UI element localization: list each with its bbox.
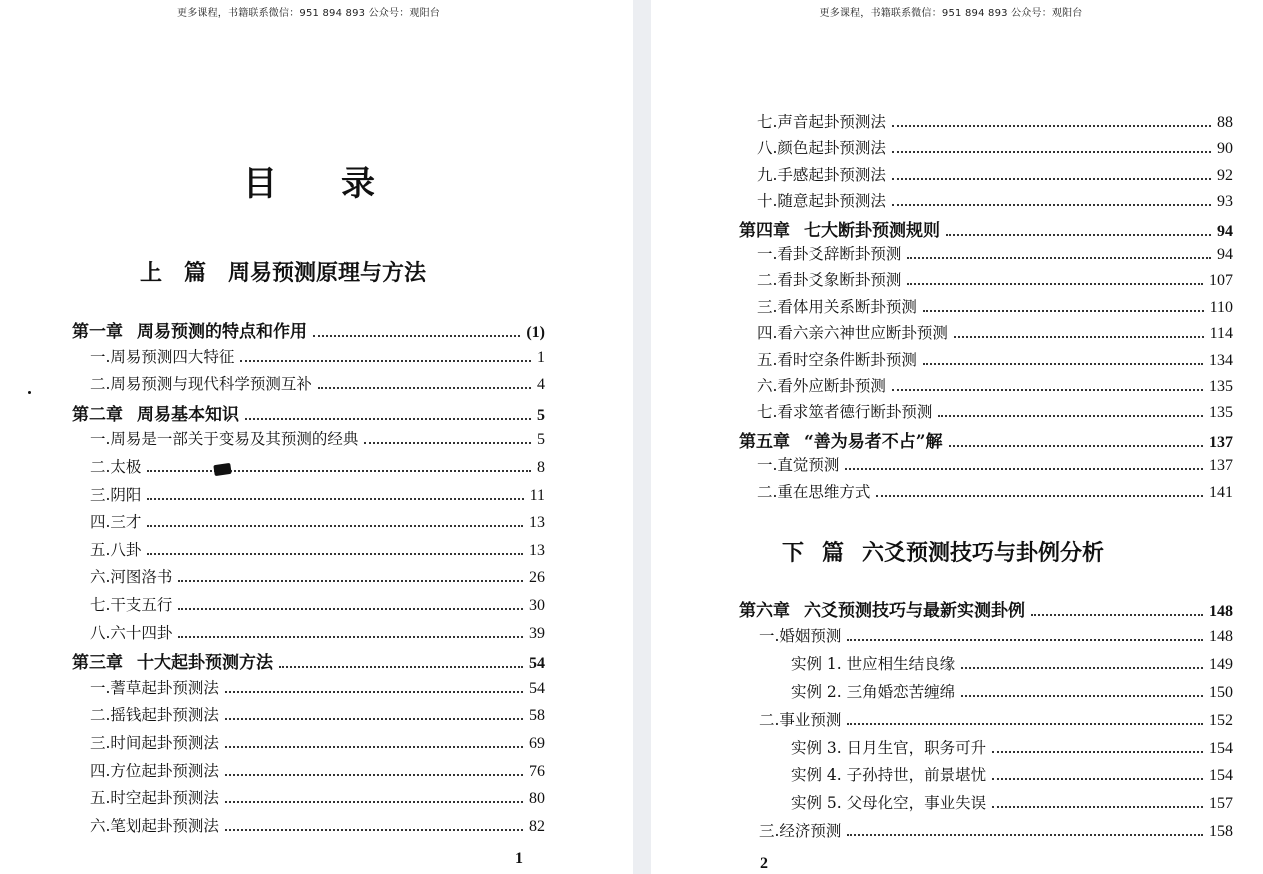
print-speck <box>28 391 31 394</box>
toc-page-number: 5 <box>537 431 545 449</box>
part-title-upper <box>140 256 426 287</box>
page-number-right: 2 <box>760 855 768 872</box>
toc-entry-label: 八.六十四卦 <box>90 623 173 642</box>
dot-leader <box>178 608 523 610</box>
toc-entry-label: 三.时间起卦预测法 <box>90 734 219 752</box>
dot-leader <box>147 498 523 500</box>
page-gutter <box>633 0 651 874</box>
dot-leader <box>147 525 523 527</box>
toc-page-number: 94 <box>1217 246 1233 263</box>
toc-entry-section[interactable] <box>757 295 1233 317</box>
toc-entry-section[interactable] <box>90 621 545 643</box>
dot-leader <box>225 691 523 693</box>
chapter-number: 第五章 <box>739 431 790 452</box>
part-word: 篇 <box>822 540 845 566</box>
toc-entry-chapter[interactable] <box>739 216 1233 241</box>
toc-page-number: 8 <box>537 459 545 476</box>
toc-page-number: 5 <box>537 406 545 424</box>
toc-page-number: 148 <box>1209 603 1233 620</box>
toc-entry-label: 六.笔划起卦预测法 <box>90 816 219 835</box>
toc-entry-label: 实例 2. 三角婚恋苦缠绵 <box>791 682 956 701</box>
dot-leader <box>949 445 1203 447</box>
toc-entry-section[interactable] <box>759 624 1233 646</box>
toc-entry-label: 四.三才 <box>90 513 142 532</box>
dot-leader <box>847 834 1203 836</box>
toc-page-number: 149 <box>1209 655 1233 673</box>
dot-leader <box>992 751 1203 753</box>
dot-leader <box>938 415 1203 417</box>
toc-entry-section[interactable] <box>90 427 545 449</box>
toc-entry-label: 三.阴阳 <box>90 485 142 504</box>
dot-leader <box>992 778 1203 780</box>
toc-page-number: 141 <box>1209 483 1233 501</box>
toc-entry-section[interactable] <box>90 510 545 532</box>
dot-leader <box>225 718 523 720</box>
toc-entry-section[interactable] <box>90 538 545 560</box>
toc-entry-label <box>739 216 940 241</box>
toc-entry-example[interactable] <box>791 652 1233 674</box>
dot-leader <box>225 829 523 831</box>
dot-leader <box>892 204 1211 206</box>
dot-leader <box>245 418 531 420</box>
toc-entry-example[interactable] <box>791 763 1233 785</box>
dot-leader <box>923 310 1204 312</box>
toc-entry-section[interactable] <box>90 786 545 808</box>
toc-entry-label: 七.干支五行 <box>90 596 173 614</box>
dot-leader <box>178 636 523 638</box>
toc-entry-label: 一.周易预测四大特征 <box>90 347 235 366</box>
toc-entry-label: 五.时空起卦预测法 <box>90 789 219 808</box>
dot-leader <box>992 806 1203 808</box>
toc-entry-label <box>72 317 307 342</box>
chapter-title: “善为易者不占”解 <box>804 431 943 452</box>
chapter-number: 第六章 <box>739 601 790 621</box>
chapter-number: 第四章 <box>739 220 790 241</box>
ink-blot <box>213 463 231 476</box>
toc-entry-example[interactable] <box>791 791 1233 813</box>
toc-entry-label: 实例 5. 父母化空，事业失误 <box>791 794 987 813</box>
dot-leader <box>907 257 1211 259</box>
toc-entry-section[interactable] <box>90 676 545 698</box>
toc-entry-label <box>72 648 273 673</box>
dot-leader <box>147 553 523 555</box>
toc-entry-label: 五.看时空条件断卦预测 <box>757 350 917 369</box>
dot-leader <box>279 666 523 668</box>
toc-entry-label: 实例 3. 日月生官，职务可升 <box>791 738 987 757</box>
toc-entry-label: 二.事业预测 <box>759 710 842 729</box>
dot-leader <box>225 746 523 748</box>
toc-entry-chapter[interactable] <box>72 317 545 342</box>
part-word: 下 <box>782 540 805 566</box>
dot-leader <box>907 283 1203 285</box>
dot-leader <box>1031 614 1203 616</box>
toc-page-number: 114 <box>1209 325 1233 343</box>
toc-entry-section[interactable] <box>90 759 545 781</box>
toc-entry-label: 三.看体用关系断卦预测 <box>757 297 917 316</box>
toc-page-number: 107 <box>1209 272 1233 290</box>
toc-entry-section[interactable] <box>90 565 545 587</box>
toc-entry-label: 二.周易预测与现代科学预测互补 <box>90 375 312 394</box>
toc-page-number: 137 <box>1209 457 1233 475</box>
chapter-title: 周易基本知识 <box>137 404 239 425</box>
part-title-lower <box>782 536 1104 567</box>
toc-entry-section[interactable] <box>90 731 545 753</box>
toc-entry-label: 三.经济预测 <box>759 822 842 841</box>
chapter-number: 第二章 <box>72 404 123 425</box>
chapter-number: 第三章 <box>72 653 123 674</box>
chapter-title: 周易预测的特点和作用 <box>137 322 307 342</box>
dot-leader <box>876 495 1203 497</box>
toc-entry-section[interactable] <box>90 814 545 836</box>
toc-entry-label: 实例 4. 子孙持世，前景堪忧 <box>791 766 987 785</box>
toc-entry-section[interactable] <box>759 819 1233 841</box>
toc-page-number: 150 <box>1209 683 1233 701</box>
toc-page-number: 13 <box>529 541 545 559</box>
toc-page-number: 13 <box>529 514 545 532</box>
toc-entry-label: 六.河图洛书 <box>90 568 173 587</box>
part-word: 周易预测原理与方法 <box>228 260 427 286</box>
chapter-title: 六爻预测技巧与最新实测卦例 <box>804 601 1025 621</box>
toc-entry-example[interactable] <box>791 736 1233 758</box>
toc-page-number: 82 <box>529 817 545 835</box>
toc-title-char: 目 <box>243 164 279 204</box>
toc-entry-section[interactable] <box>757 163 1233 185</box>
toc-entry-label: 一.婚姻预测 <box>759 626 842 645</box>
dot-leader <box>847 639 1203 641</box>
toc-page-number: (1) <box>526 324 545 341</box>
toc-page-number: 157 <box>1209 795 1233 813</box>
toc-entry-section[interactable] <box>757 348 1233 370</box>
toc-entry-label: 十.随意起卦预测法 <box>757 192 886 211</box>
toc-page-number: 26 <box>529 569 545 587</box>
dot-leader <box>225 801 523 803</box>
part-word: 六爻预测技巧与卦例分析 <box>862 540 1105 566</box>
dot-leader <box>313 335 520 337</box>
chapter-title: 七大断卦预测规则 <box>804 220 940 241</box>
toc-page-number: 88 <box>1217 114 1233 131</box>
toc-page-number: 39 <box>529 624 545 642</box>
toc-entry-chapter[interactable] <box>72 400 545 425</box>
toc-entry-chapter[interactable] <box>72 648 545 673</box>
toc-entry-section[interactable] <box>757 321 1233 343</box>
page-number-left: 1 <box>515 850 523 867</box>
toc-page-number: 30 <box>529 597 545 614</box>
toc-title <box>0 156 620 205</box>
dot-leader <box>892 178 1211 180</box>
toc-page-number: 54 <box>529 679 545 697</box>
toc-entry-label: 二.重在思维方式 <box>757 482 871 501</box>
toc-entry-section[interactable] <box>90 703 545 725</box>
dot-leader <box>225 774 523 776</box>
toc-entry-section[interactable] <box>757 400 1233 422</box>
toc-page-number: 135 <box>1209 378 1233 395</box>
dot-leader <box>847 723 1203 725</box>
dot-leader <box>318 387 531 389</box>
toc-entry-section[interactable] <box>757 110 1233 132</box>
header-note: 更多课程，书籍联系微信：951 894 893 公众号：观阳台 <box>177 8 440 19</box>
toc-entry-section[interactable] <box>90 372 545 394</box>
toc-page-number: 94 <box>1217 222 1233 240</box>
toc-page-number: 54 <box>529 655 545 673</box>
toc-entry-section[interactable] <box>757 453 1233 475</box>
toc-page-right <box>651 0 1263 874</box>
toc-entry-label <box>739 596 1025 621</box>
dot-leader <box>178 580 523 582</box>
toc-entry-chapter[interactable] <box>739 596 1233 621</box>
header-note: 更多课程，书籍联系微信：951 894 893 公众号：观阳台 <box>819 8 1083 19</box>
toc-page-number: 58 <box>529 707 545 725</box>
dot-leader <box>240 360 531 362</box>
toc-entry-label: 一.周易是一部关于变易及其预测的经典 <box>90 430 359 449</box>
toc-page-number: 137 <box>1209 433 1233 451</box>
dot-leader <box>892 151 1211 153</box>
toc-entry-label: 二.太极 <box>90 458 142 476</box>
toc-entry-label: 九.手感起卦预测法 <box>757 165 886 184</box>
part-word: 篇 <box>184 260 207 286</box>
toc-page-number: 76 <box>529 762 545 780</box>
toc-entry-label: 四.看六亲六神世应断卦预测 <box>757 324 948 343</box>
toc-entry-section[interactable] <box>759 708 1233 730</box>
toc-entry-section[interactable] <box>757 480 1233 502</box>
toc-page-number: 4 <box>537 376 545 394</box>
toc-entry-label: 四.方位起卦预测法 <box>90 761 219 780</box>
toc-page-number: 1 <box>537 348 545 366</box>
toc-page-number: 134 <box>1209 351 1233 369</box>
toc-page-number: 93 <box>1217 193 1233 211</box>
toc-entry-section[interactable] <box>757 136 1233 158</box>
part-word: 上 <box>140 260 163 286</box>
toc-entry-label: 二.摇钱起卦预测法 <box>90 706 219 725</box>
toc-entry-section[interactable] <box>757 189 1233 211</box>
dot-leader <box>961 667 1203 669</box>
toc-entry-label: 六.看外应断卦预测 <box>757 377 886 395</box>
toc-entry-section[interactable] <box>757 242 1233 264</box>
toc-page-number: 90 <box>1217 140 1233 158</box>
toc-entry-label: 七.声音起卦预测法 <box>757 113 886 131</box>
toc-entry-label: 八.颜色起卦预测法 <box>757 139 886 158</box>
chapter-number: 第一章 <box>72 322 123 342</box>
toc-title-char: 录 <box>341 164 377 204</box>
toc-page-number: 154 <box>1209 767 1233 785</box>
toc-entry-label: 一.看卦爻辞断卦预测 <box>757 245 902 263</box>
dot-leader <box>954 336 1204 338</box>
toc-page-number: 135 <box>1209 404 1233 422</box>
toc-entry-section[interactable] <box>757 374 1233 396</box>
toc-entry-section[interactable] <box>90 593 545 615</box>
toc-page-number: 110 <box>1209 298 1233 316</box>
toc-entry-label <box>72 400 239 425</box>
toc-page-number: 148 <box>1209 627 1233 645</box>
dot-leader <box>923 363 1203 365</box>
toc-entry-section[interactable] <box>90 455 545 477</box>
toc-page-number: 152 <box>1209 711 1233 729</box>
toc-entry-label: 实例 1. 世应相生结良缘 <box>791 654 956 673</box>
toc-entry-chapter[interactable] <box>739 427 1233 452</box>
toc-entry-example[interactable] <box>791 680 1233 702</box>
toc-page-number: 11 <box>529 486 545 504</box>
dot-leader <box>892 125 1211 127</box>
dot-leader <box>961 695 1203 697</box>
toc-entry-section[interactable] <box>90 483 545 505</box>
toc-entry-label: 五.八卦 <box>90 540 142 559</box>
toc-entry-label: 一.直觉预测 <box>757 456 840 475</box>
toc-entry-label: 七.看求筮者德行断卦预测 <box>757 403 933 422</box>
chapter-title: 十大起卦预测方法 <box>137 653 273 674</box>
dot-leader <box>364 442 531 444</box>
toc-page-number: 154 <box>1209 739 1233 757</box>
dot-leader <box>946 234 1211 236</box>
toc-entry-label: 一.蓍草起卦预测法 <box>90 678 219 697</box>
toc-entry-label <box>739 427 943 452</box>
toc-page-number: 69 <box>529 735 545 752</box>
dot-leader <box>845 468 1203 470</box>
toc-entry-section[interactable] <box>757 268 1233 290</box>
toc-page-number: 158 <box>1209 823 1233 841</box>
dot-leader <box>892 389 1203 391</box>
toc-entry-section[interactable] <box>90 345 545 367</box>
toc-page-number: 80 <box>529 790 545 808</box>
toc-entry-label: 二.看卦爻象断卦预测 <box>757 271 902 290</box>
dot-leader <box>147 470 531 472</box>
toc-page-number: 92 <box>1217 166 1233 184</box>
